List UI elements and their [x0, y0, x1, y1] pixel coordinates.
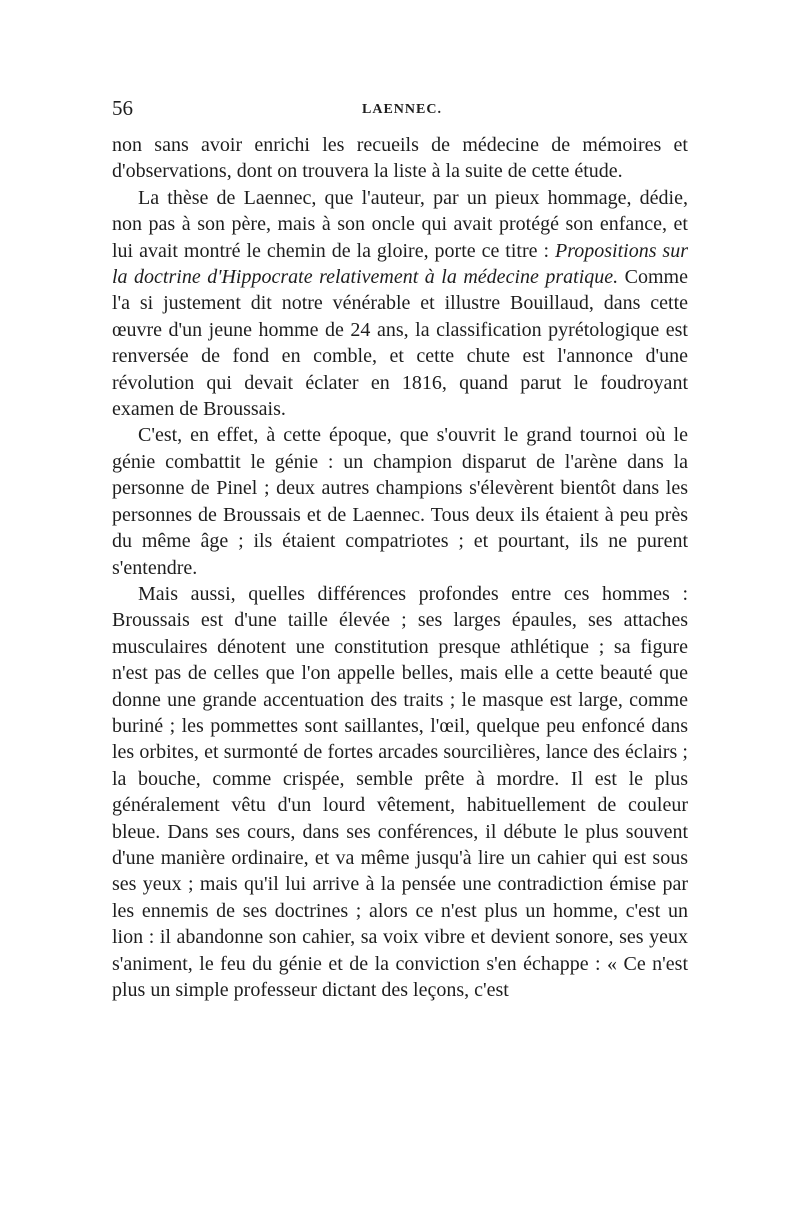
- running-head: LAENNEC.: [362, 102, 442, 117]
- page-number: 56: [112, 96, 133, 120]
- paragraph-1: non sans avoir enrichi les recueils de médecine de mémoires et d'observations, dont on trouvera la liste à la suite de cette étude.: [112, 134, 688, 183]
- page-header: [112, 96, 692, 126]
- thesis-title: Propositions sur la doctrine d'Hippocrate relativement à la médecine pratique.: [112, 239, 689, 289]
- body-text: [112, 132, 688, 1003]
- paragraph-3: C'est, en effet, à cette époque, que s'ouvrit le grand tournoi où le génie combattit le génie : un champion disparut de l'arène dans la personne de Pinel ; deux autres champions s'élevèrent bientôt dans les personnes de Broussais et de Laennec. Tous deux ils étaient à peu près du même âge ; ils étaient compatriotes ; et pourtant, ils ne purent s'entendre.: [112, 424, 688, 579]
- paragraph-2: [112, 185, 688, 423]
- paragraph-2-before: La thèse de Laennec, que l'auteur, par un pieux hommage, dédie, non pas à son père, mais à son oncle qui avait protégé son enfance, et lui avait montré le chemin de la gloire, porte ce titre :: [112, 186, 688, 262]
- paragraph-4: Mais aussi, quelles différences profondes entre ces hommes : Broussais est d'une taille élevée ; ses larges épaules, ses attaches musculaires dénotent une constitution presque athlétique ; sa figure n'est pas de celles que l'on appelle belles, mais elle a cette beauté que donne une grande accentuation des traits ; le masque est large, comme buriné ; les pommettes sont saillantes, l'œil, quelque peu enfoncé dans les orbites, et surmonté de fortes arcades sourcilières, lance des éclairs ; la bouche, comme crispée, semble prête à mordre. Il est le plus généralement vêtu d'un lourd vêtement, habituellement de couleur bleue. Dans ses cours, dans ses conférences, il débute le plus souvent d'une manière ordinaire, et va même jusqu'à lire un cahier qui est sous ses yeux ; mais qu'il lui arrive à la pensée une contradiction émise par les ennemis de ses doctrines ; alors ce n'est plus un homme, c'est un lion : il abandonne son cahier, sa voix vibre et devient sonore, ses yeux s'animent, le feu du génie et de la conviction s'en échappe : « Ce n'est plus un simple professeur dictant des leçons, c'est: [112, 582, 688, 1001]
- paragraph-2-after: Comme l'a si justement dit notre vénérable et illustre Bouillaud, dans cette œuvre d'un jeune homme de 24 ans, la classification pyrétologique est renversée de fond en comble, et cette chute est l'annonce d'une révolution qui devait éclater en 1816, quand parut le foudroyant examen de Broussais.: [112, 266, 688, 421]
